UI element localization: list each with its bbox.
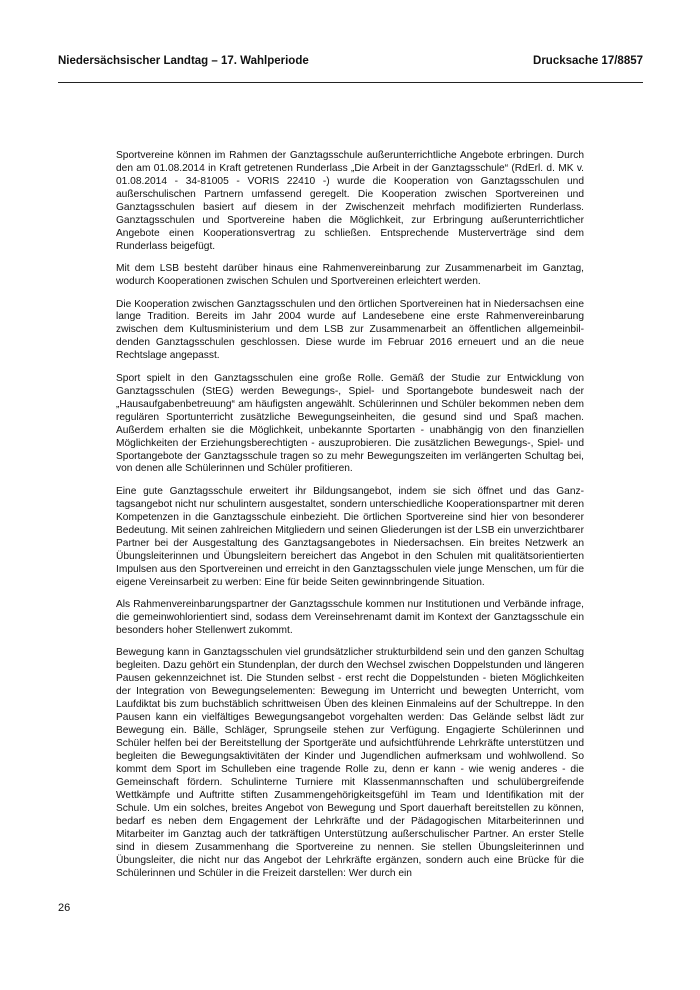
paragraph: Eine gute Ganztagsschule erweitert ihr Bildungsangebot, indem sie sich öffnet und das Ganztagsangebot nicht nur schulintern ausgestaltet, sondern unterschiedliche Kooperationspartner mit deren Kompetenzen in die Ganztagsschule einbezieht. Die örtlichen Sportvereine sind hier von besonderer Bedeutung. Mit seinen zahlreichen Mitgliedern und seinen Gliederungen ist der LSB ein unverzichtbarer Partner bei der Ausgestaltung des Ganztagsangebotes in Niedersachsen. Ein breites Netzwerk an Übungsleiterinnen und Übungsleitern bereichert das Angebot in den Schulen mit qualitätsorientierten Impulsen aus den Sportvereinen und erreicht in den Ganztagsschulen viele junge Menschen, um für die eigene Vereinsarbeit zu werben: Eine für beide Seiten gewinnbringende Situation. [116,485,584,588]
paragraph: Bewegung kann in Ganztagsschulen viel grundsätzlicher strukturbildend sein und den ganzen Schultag begleiten. Dazu gehört ein Stundenplan, der durch den Wechsel zwischen Doppelstunden und längeren Pausen gekennzeichnet ist. Die Stunden selbst - erst recht die Doppelstunden - bieten Möglichkeiten der Integration von Bewegungselementen: Bewegung im Unterricht und bewegten Unterricht, vom Laufdiktat bis zum buchstäblich schrittweisen Üben des kleinen Einmaleins auf der Schultreppe. In den Pausen kann ein vielfältiges Bewegungsangebot vorgehalten werden: Das Gelände selbst lädt zur Bewegung ein. Bälle, Schläger, Sprungseile stehen zur Verfügung. Engagierte Schülerinnen und Schüler helfen bei der Bereitstellung der Sportgeräte und aufsichtführende Lehrkräfte unterstützen und begleiten die Bewegungsaktivitäten der Kinder und Jugendlichen aufmerksam und wohlwollend. So kommt dem Sport im Schulleben eine tragende Rolle zu, denn er kann - wie wenig anderes - die Gemeinschaft fördern. Schulinterne Turniere mit Klassenmannschaften und schulübergreifende Wettkämpfe und Auftritte stiften Zusammengehörigkeitsgefühl im Team und Identifikation mit der Schule. Um ein solches, breites Angebot von Bewegung und Sport dauerhaft bereitstellen zu können, bedarf es neben dem Engagement der Lehrkräfte und der Pädagogischen Mitarbeiterinnen und Mitarbeiter im Ganztag auch der tatkräftigen Unterstützung außerschulischer Partner. An erster Stelle sind in diesem Zusammenhang die Sportvereine zu nennen. Sie stellen Übungsleiterinnen und Übungsleiter, die nicht nur das Angebot der Lehrkräfte ergänzen, sondern auch eine Brücke für die Schülerinnen und Schüler in die Freizeit darstellen: Wer durch ein [116,647,584,879]
page-number: 26 [58,902,71,914]
paragraph: Sport spielt in den Ganztagsschulen eine große Rolle. Gemäß der Studie zur Entwicklung von Ganztagsschulen (StEG) werden Bewegungs-, Spiel- und Sportangebote bundesweit nach der „Hausaufgabenbetreuung“ am häufigsten angewählt. Schülerinnen und Schüler bekommen neben dem regulären Sportunterricht zusätzliche Bewegungseinheiten, die gesund sind und Spaß machen. Außerdem erhalten sie die Möglichkeit, unbekannte Sportarten - unabhängig von den finanziellen Möglichkeiten der Erziehungsberechtigten - auszuprobieren. Die zusätzlichen Bewegungs-, Spiel- und Sportangebote der Ganztagsschule tragen so zu mehr Bewegungszeiten im verlängerten Schultag bei, von denen alle Schülerinnen und Schüler profitieren. [116,372,584,475]
header-parliament-title: Niedersächsischer Landtag – 17. Wahlperiode [58,55,309,67]
paragraph: Mit dem LSB besteht darüber hinaus eine Rahmenvereinbarung zur Zusammenarbeit im Ganztag, wodurch Kooperationen zwischen Schulen und Sportvereinen erleichtert werden. [116,263,584,288]
body-text [116,150,584,890]
paragraph: Die Kooperation zwischen Ganztagsschulen und den örtlichen Sportvereinen hat in Niedersachsen eine lange Tradition. Bereits im Jahr 2004 wurde auf Landesebene eine erste Rahmenvereinbarung zwischen dem Kultusministerium und dem LSB zur Zusammenarbeit an öffentlichen allgemeinbildenden Ganztagsschulen geschlossen. Diese wurde im Februar 2016 erneuert und an die neue Rechtslage angepasst. [116,298,584,362]
page-header [58,55,643,71]
paragraph: Sportvereine können im Rahmen der Ganztagsschule außerunterrichtliche Angebote erbringen. Durch den am 01.08.2014 in Kraft getretenen Runderlass „Die Arbeit in der Ganztagsschule“ (RdErl. d. MK v. 01.08.2014 - 34-81005 - VORIS 22410 -) wurde die Kooperation von Ganztagsschulen und außerschulischen Partnern umfassend geregelt. Die Kooperation zwischen Sportvereinen und Ganztagsschulen basiert auf diesem in der Zwischenzeit mehrfach modifizierten Runderlass. Ganztagsschulen und Sportvereine haben die Möglichkeit, zur Erbringung außerunterrichtlicher Angebote einen Kooperationsvertrag zu schließen. Entsprechende Musterverträge sind dem Runderlass beigefügt. [116,150,584,252]
header-document-number: Drucksache 17/8857 [533,55,643,67]
header-divider [58,82,643,83]
paragraph: Als Rahmenvereinbarungspartner der Ganztagsschule kommen nur Institutionen und Verbände infrage, die gemeinwohlorientiert sind, sodass dem Vereinsehrenamt damit im Kontext der Ganztagsschule ein besonders hoher Stellenwert zukommt. [116,599,584,636]
